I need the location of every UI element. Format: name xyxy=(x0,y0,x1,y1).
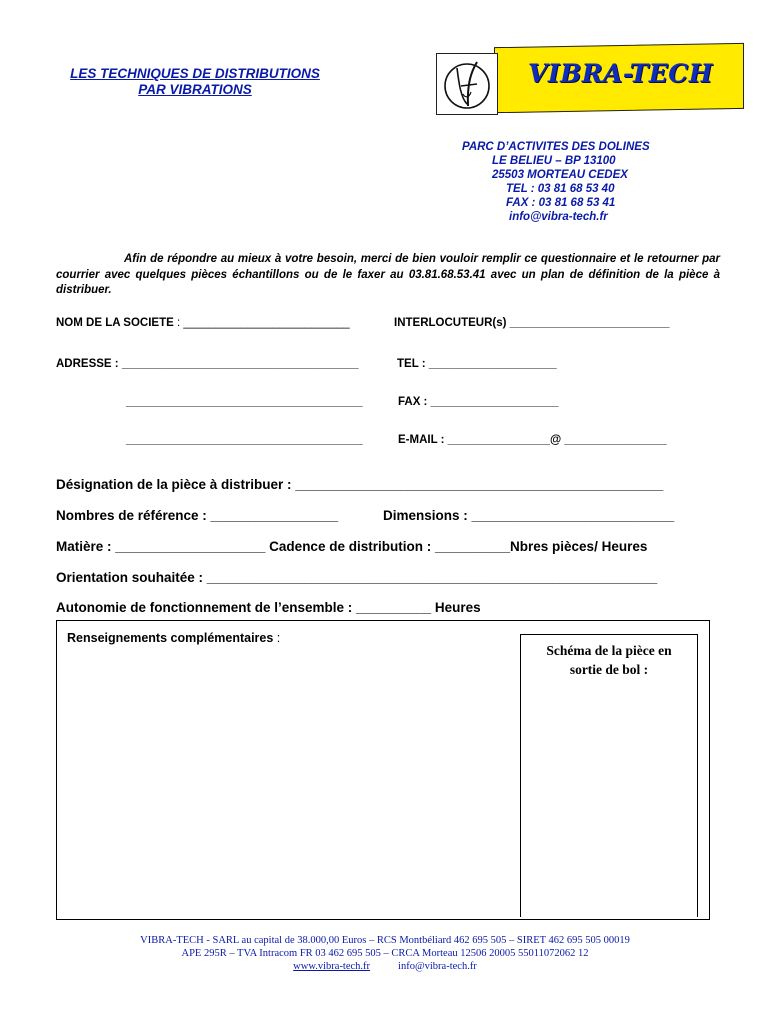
schema-line-1: Schéma de la pièce en xyxy=(546,643,672,658)
footer-email[interactable]: info@vibra-tech.fr xyxy=(398,961,477,972)
dimensions-field[interactable] xyxy=(383,508,674,523)
footer-line-3 xyxy=(60,960,710,973)
intro-paragraph xyxy=(56,252,720,299)
adresse-line-2-field[interactable] xyxy=(126,396,363,408)
adresse-field[interactable] xyxy=(56,358,358,370)
email-text: E-MAIL : ________________@ ________________ xyxy=(398,434,667,446)
societe-field[interactable] xyxy=(56,317,350,329)
adresse-line-3-field[interactable] xyxy=(126,434,363,446)
footer-line-2: APE 295R – TVA Intracom FR 03 462 695 505 – CRCA Morteau 12506 20005 55011072062 12 xyxy=(181,948,589,959)
fax-field[interactable] xyxy=(398,396,559,408)
address-line-3: 25503 MORTEAU CEDEX xyxy=(492,169,628,181)
address-line-1: PARC D’ACTIVITES DES DOLINES xyxy=(462,141,650,153)
address-phone: TEL : 03 81 68 53 40 xyxy=(506,183,615,195)
title-line-2: PAR VIBRATIONS xyxy=(138,81,252,97)
societe-blank: : __________________________ xyxy=(173,317,350,329)
dimensions-text: Dimensions : ___________________________ xyxy=(383,508,675,523)
logo-emblem xyxy=(436,53,498,115)
matiere-cadence-field[interactable] xyxy=(56,539,647,554)
autonomie-text: Autonomie de fonctionnement de l’ensemble : __________ Heures xyxy=(56,600,481,615)
interlocuteur-field[interactable] xyxy=(394,317,670,329)
fax-text: FAX : ____________________ xyxy=(398,396,559,408)
footer-line-1: VIBRA-TECH - SARL au capital de 38.000,00 Euros – RCS Montbéliard 462 695 505 – SIRET 462 695 505 00019 xyxy=(140,935,630,946)
renseignements-colon: : xyxy=(273,631,281,645)
website-link[interactable]: www.vibra-tech.fr xyxy=(293,961,371,972)
logo-wordmark: VIBRA-TECH xyxy=(528,59,713,88)
address-fax: FAX : 03 81 68 53 41 xyxy=(506,197,616,209)
vibra-tech-logo xyxy=(436,45,742,117)
address-email: info@vibra-tech.fr xyxy=(509,211,608,223)
schema-line-2: sortie de bol : xyxy=(569,662,649,677)
email-field[interactable] xyxy=(398,434,667,446)
address-line-2: LE BELIEU – BP 13100 xyxy=(492,155,616,167)
tel-field[interactable] xyxy=(397,358,557,370)
nombres-reference-text: Nombres de référence : _________________ xyxy=(56,508,339,523)
designation-text: Désignation de la pièce à distribuer : _________________________________________________ xyxy=(56,477,664,492)
adresse-line-2-blank: _____________________________________ xyxy=(126,396,363,408)
title-line-1: LES TECHNIQUES DE DISTRIBUTIONS xyxy=(70,66,320,81)
interlocuteur-text: INTERLOCUTEUR(s) _________________________ xyxy=(394,317,670,329)
designation-field[interactable] xyxy=(56,477,663,492)
schema-label xyxy=(521,641,697,679)
orientation-field[interactable] xyxy=(56,570,657,585)
societe-label: NOM DE LA SOCIETE xyxy=(56,317,174,329)
document-title xyxy=(40,66,350,97)
tuning-fork-icon xyxy=(437,54,497,114)
adresse-text: ADRESSE : _____________________________________ xyxy=(56,358,359,370)
intro-text: Afin de répondre au mieux à votre besoin, merci de bien vouloir remplir ce questionnaire et le retourner par courrier avec quelques pièces échantillons ou de le faxer au 03.81.68.53.41 avec un plan de définition de la pièce à distribuer. xyxy=(56,253,720,296)
schema-box[interactable] xyxy=(520,634,698,917)
nombres-reference-field[interactable] xyxy=(56,508,338,523)
renseignements-label xyxy=(67,631,280,645)
orientation-text: Orientation souhaitée : ____________________________________________________________ xyxy=(56,570,658,585)
matiere-cadence-text: Matière : ____________________ Cadence de distribution : __________Nbres pièces/ Heures xyxy=(56,539,648,554)
adresse-line-3-blank: _____________________________________ xyxy=(126,434,363,446)
autonomie-field[interactable] xyxy=(56,600,481,615)
tel-text: TEL : ____________________ xyxy=(397,358,557,370)
footer xyxy=(60,934,710,973)
company-address xyxy=(460,140,710,224)
renseignements-title: Renseignements complémentaires xyxy=(67,631,274,645)
